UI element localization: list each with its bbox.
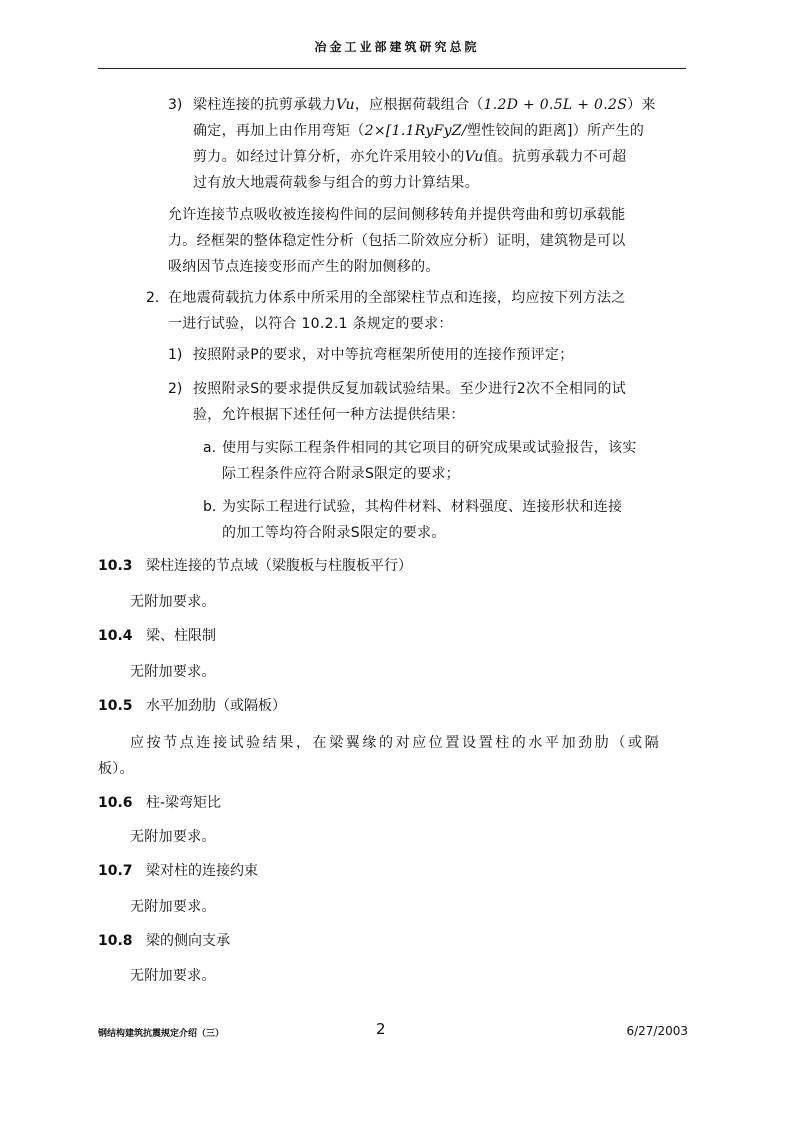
item-3-text	[193, 92, 687, 196]
item-2-number: 2.	[146, 290, 160, 306]
section-10-3-heading: 10.3 梁柱连接的节点域（梁腹板与柱腹板平行）	[98, 558, 412, 574]
item-3-number: 3)	[168, 97, 183, 113]
section-10-3-body: 无附加要求。	[130, 594, 216, 610]
vu-symbol-2: Vu	[464, 149, 484, 165]
section-10-8-heading: 10.8 梁的侧向支承	[98, 933, 230, 949]
item-3-line-3: 剪力。如经过计算分析，亦允许采用较小的Vu值。抗剪承载力不可超	[193, 149, 627, 165]
section-10-6-body: 无附加要求。	[130, 829, 216, 845]
section-10-7-body: 无附加要求。	[130, 899, 216, 915]
load-combination-formula: 1.2D + 0.5L + 0.2S	[483, 97, 628, 113]
item-2-text: 在地震荷载抗力体系中所采用的全部梁柱节点和连接，均应按下列方法之 一进行试验，以符合 10.2.1 条规定的要求：	[168, 290, 626, 332]
page-number: 2	[376, 1020, 386, 1038]
header-divider	[98, 68, 686, 69]
section-10-5-heading: 10.5 水平加劲肋（或隔板）	[98, 698, 286, 714]
sub-2-number: 2)	[168, 381, 183, 397]
footer-date: 6/27/2003	[626, 1024, 688, 1038]
section-10-4-heading: 10.4 梁、柱限制	[98, 628, 216, 644]
sub-1-number: 1)	[168, 347, 183, 363]
footer-document-title: 钢结构建筑抗震规定介绍（三）	[98, 1029, 225, 1039]
page-header: 冶金工业部建筑研究总院	[314, 40, 480, 54]
sub-1-text: 按照附录P的要求，对中等抗弯框架所使用的连接作预评定；	[193, 347, 574, 363]
sub-a-number: a.	[203, 440, 217, 456]
section-10-8-body: 无附加要求。	[130, 968, 216, 984]
paragraph-allow: 允许连接节点吸收被连接构件间的层间侧移转角并提供弯曲和剪切承载能 力。经框架的整体稳定性分析（包括二阶效应分析）证明，建筑物是可以 吸纳因节点连接变形而产生的附加侧移的。	[168, 207, 626, 275]
section-10-5-body: 应按节点连接试验结果，在梁翼缘的对应位置设置柱的水平加劲肋（或隔 板）。	[98, 735, 662, 777]
sub-b-text: 为实际工程进行试验，其构件材料、材料强度、连接形状和连接 的加工等均符合附录S限定的要求。	[222, 499, 623, 541]
sub-b-number: b.	[203, 499, 217, 515]
sub-2-text: 按照附录S的要求提供反复加载试验结果。至少进行2次不全相同的试 验，允许根据下述任何一种方法提供结果：	[193, 381, 627, 423]
section-10-7-heading: 10.7 梁对柱的连接约束	[98, 863, 258, 879]
item-3-line-4: 过有放大地震荷载参与组合的剪力计算结果。	[193, 175, 479, 191]
item-3-line-1: 梁柱连接的抗剪承载力Vu，应根据荷载组合（1.2D + 0.5L + 0.2S）来	[193, 97, 656, 113]
sub-a-text: 使用与实际工程条件相同的其它项目的研究成果或试验报告，该实 际工程条件应符合附录S限定的要求；	[222, 440, 637, 482]
moment-formula: 2×[1.1RyFyZ/	[364, 123, 467, 139]
section-10-4-body: 无附加要求。	[130, 664, 216, 680]
vu-symbol: Vu	[336, 97, 355, 113]
item-3-line-2: 确定，再加上由作用弯矩（2×[1.1RyFyZ/塑性铰间的距离]）所产生的	[193, 123, 645, 139]
section-10-6-heading: 10.6 柱-梁弯矩比	[98, 795, 222, 811]
